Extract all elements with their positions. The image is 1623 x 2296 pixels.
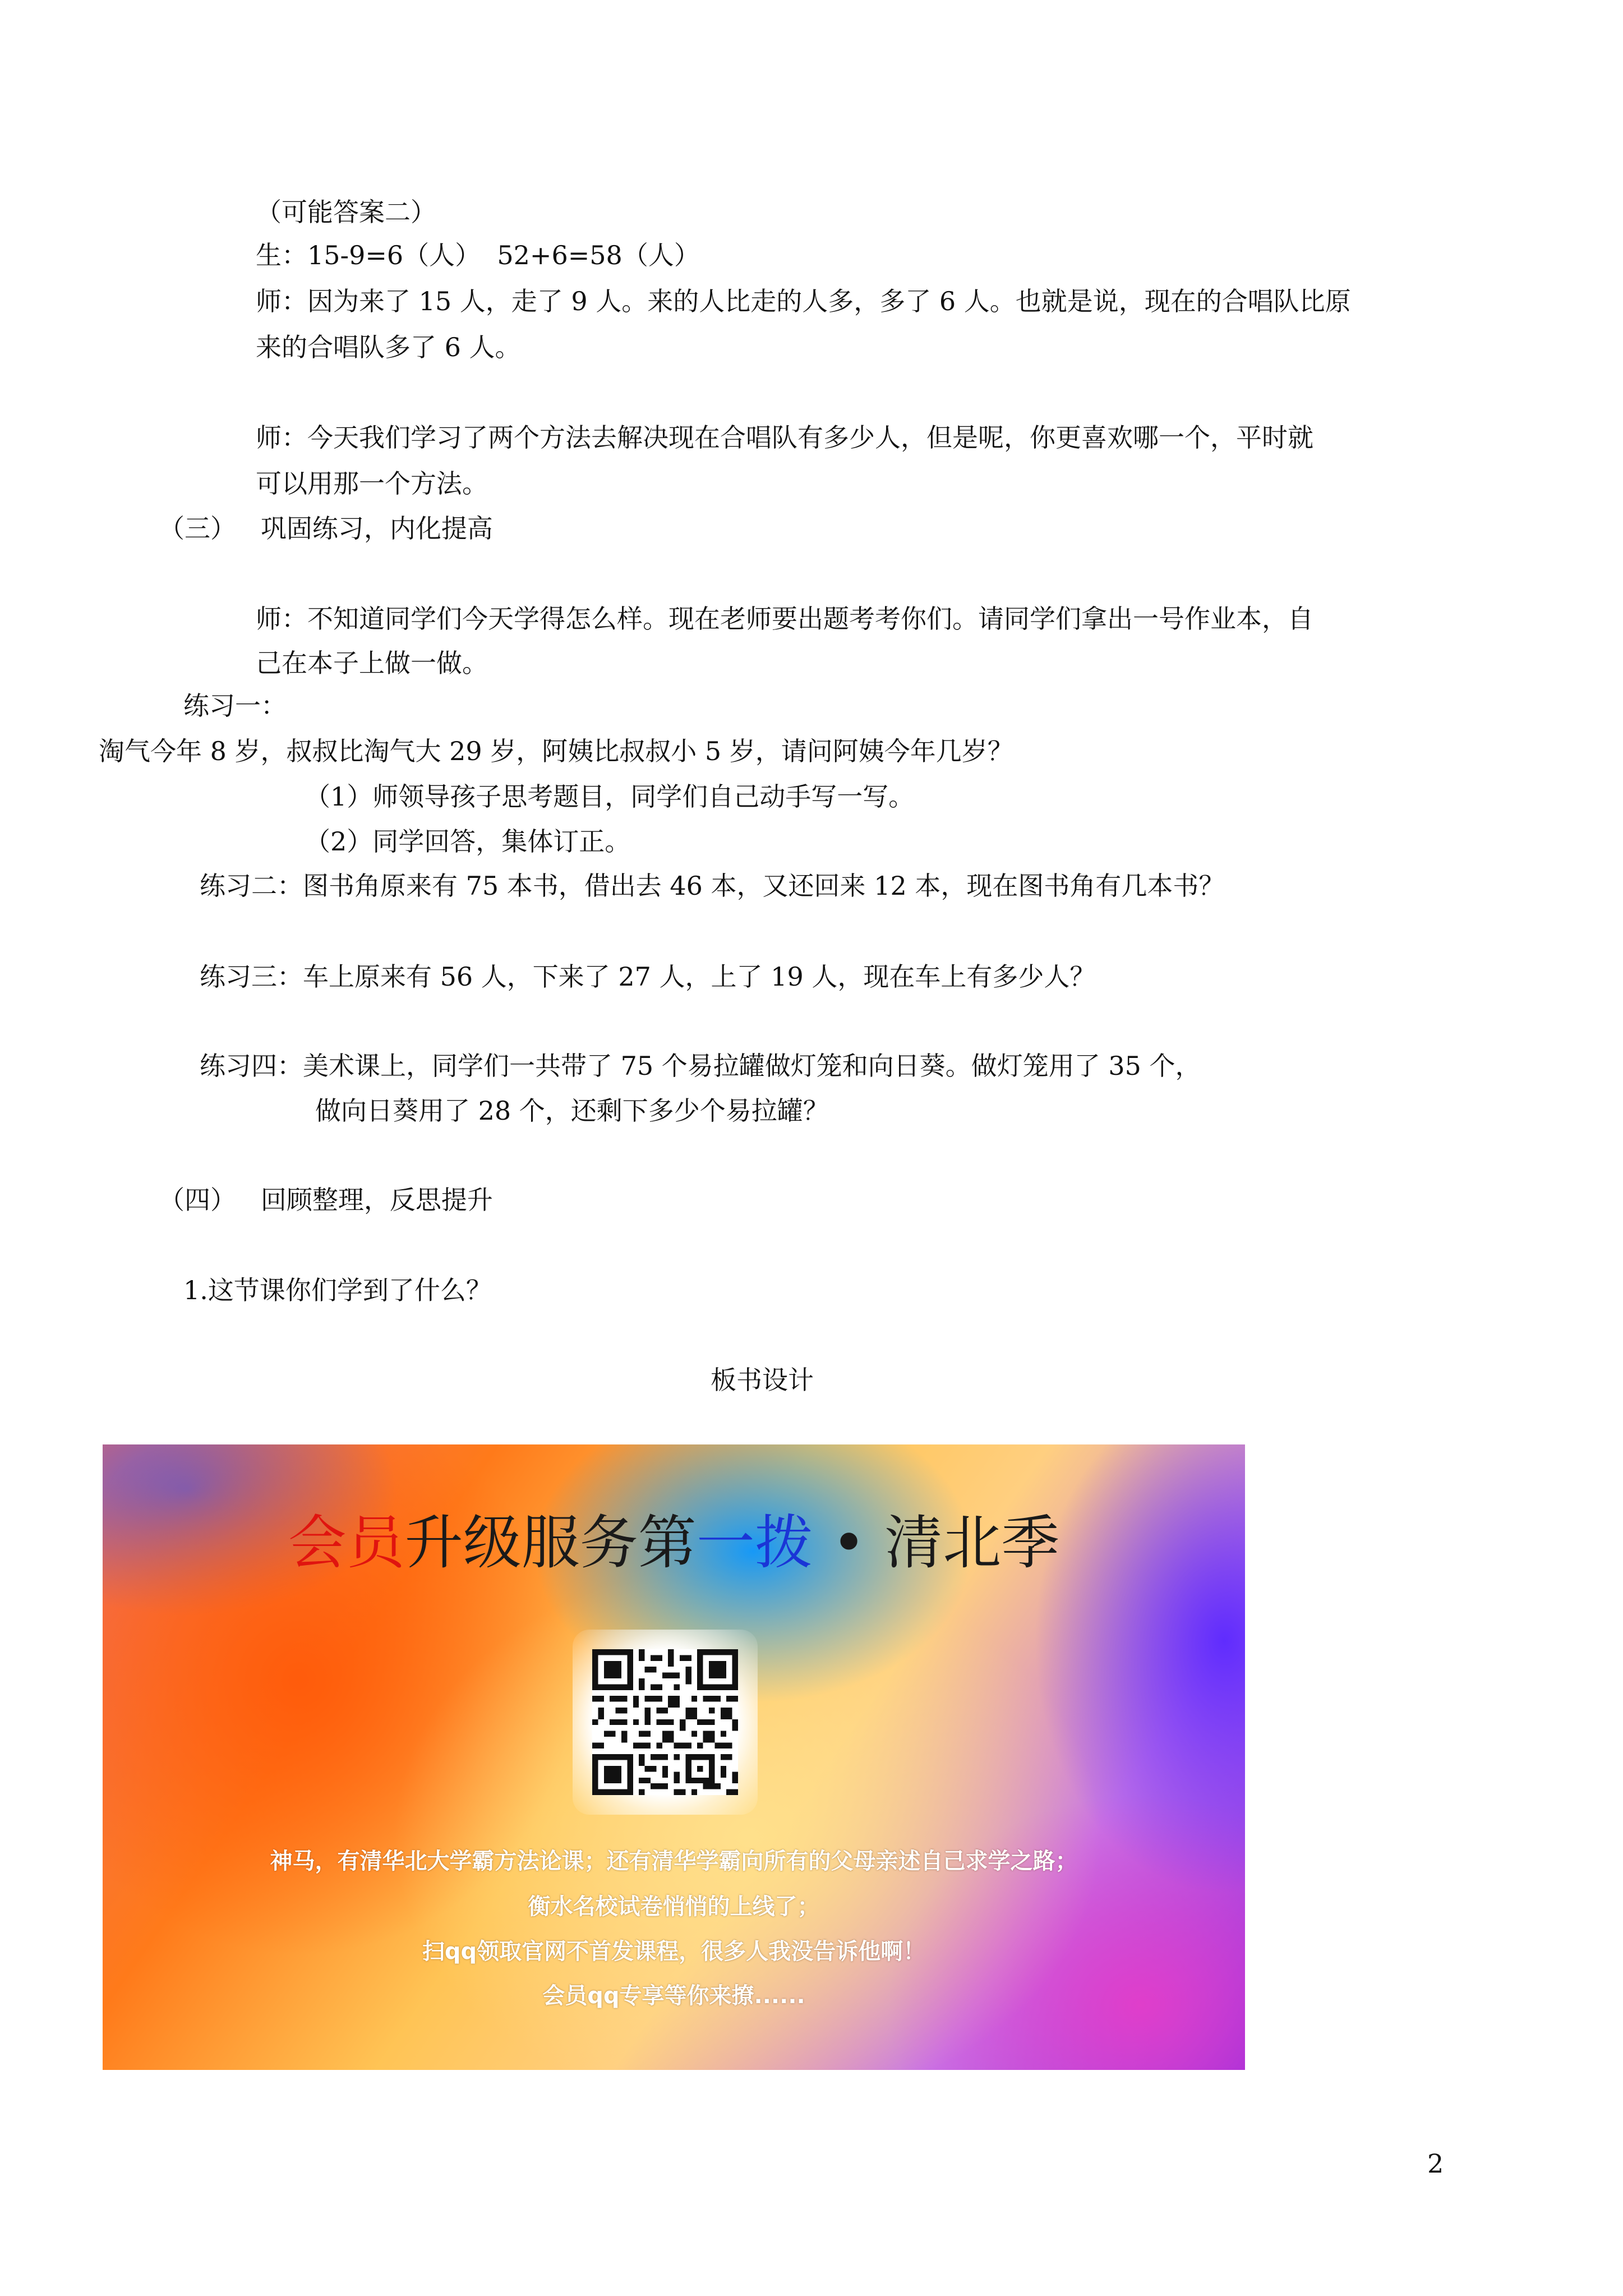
page-number: 2 (1427, 2148, 1444, 2179)
text-line: （1）师领导孩子思考题目，同学们自己动手写一写。 (305, 781, 915, 812)
text-line: 淘气今年 8 岁，叔叔比淘气大 29 岁，阿姨比叔叔小 5 岁，请问阿姨今年几岁？ (99, 736, 1013, 766)
text-line: 1.这节课你们学到了什么？ (183, 1275, 492, 1305)
text-line: 做向日葵用了 28 个，还剩下多少个易拉罐？ (315, 1096, 829, 1126)
banner-title-rest: • 清北季 (813, 1508, 1060, 1577)
text-line: 可以用那一个方法。 (256, 468, 488, 499)
board-design-heading: 板书设计 (711, 1365, 814, 1395)
text-line: 师：不知道同学们今天学得怎么样。现在老师要出题考考你们。请同学们拿出一号作业本，自 (256, 604, 1313, 634)
text-line: 练习三：车上原来有 56 人，下来了 27 人，上了 19 人，现在车上有多少人？ (200, 961, 1096, 992)
text-line: 师：因为来了 15 人，走了 9 人。来的人比走的人多，多了 6 人。也就是说，现在的合唱队比原 (256, 286, 1351, 316)
text-line: 来的合唱队多了 6 人。 (256, 332, 521, 362)
text-line: 师：今天我们学习了两个方法去解决现在合唱队有多少人，但是呢，你更喜欢哪一个，平时就 (256, 422, 1313, 453)
text-line: 练习二：图书角原来有 75 本书，借出去 46 本，又还回来 12 本，现在图书角有几本书？ (200, 871, 1225, 901)
text-line: 练习四：美术课上，同学们一共带了 75 个易拉罐做灯笼和向日葵。做灯笼用了 35 个， (200, 1051, 1201, 1081)
text-line: 己在本子上做一做。 (256, 648, 488, 678)
banner-line: 神马，有清华北大学霸方法论课；还有清华学霸向所有的父母亲述自己求学之路； (270, 1848, 1078, 1874)
banner-title-dark: 升级服务第 (404, 1508, 697, 1577)
section-heading: （三） 巩固练习，内化提高 (159, 513, 493, 544)
promo-banner (103, 1444, 1245, 2070)
banner-line: 衡水名校试卷悄悄的上线了； (528, 1894, 820, 1920)
banner-title (103, 1506, 1245, 1579)
banner-line: 会员qq专享等你来撩...... (542, 1983, 805, 2009)
text-line: 生：15-9=6（人） 52+6=58（人） (256, 240, 700, 270)
text-line: （2）同学回答，集体订正。 (305, 826, 631, 857)
text-line: 练习一： (183, 691, 287, 721)
text-line: （可能答案二） (256, 197, 436, 227)
banner-title-blue: 一拨 (696, 1508, 813, 1577)
banner-line: 扫qq领取官网不首发课程，很多人我没告诉他啊！ (422, 1939, 926, 1964)
qr-code-icon[interactable] (592, 1649, 738, 1795)
banner-title-red: 会员 (288, 1508, 405, 1577)
section-heading: （四） 回顾整理，反思提升 (159, 1185, 493, 1215)
